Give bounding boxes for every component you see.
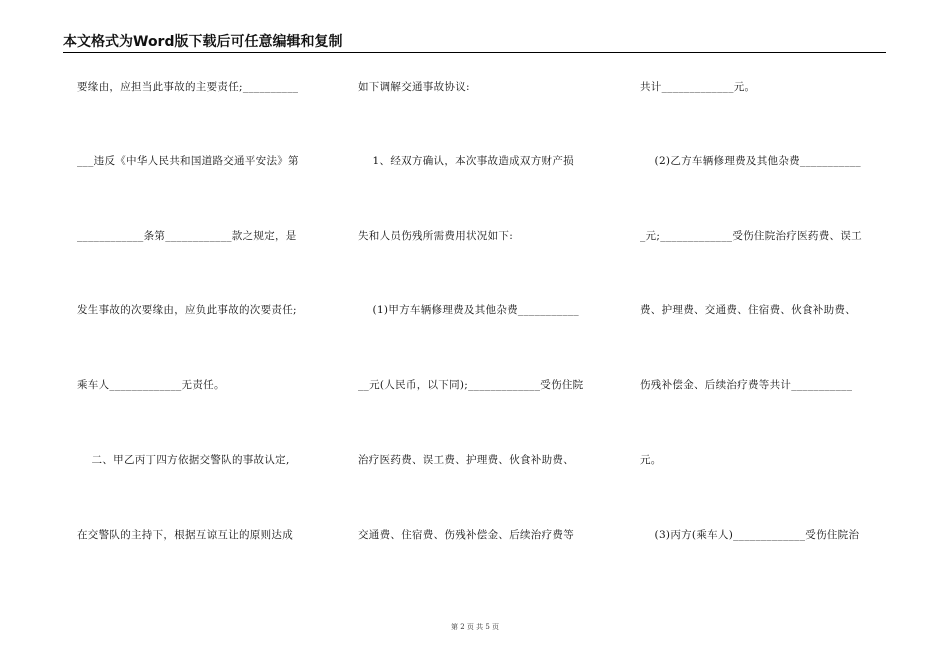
text-line: ___违反《中华人民共和国道路交通平安法》第: [77, 155, 299, 167]
page-header: [63, 34, 886, 53]
text-line: _元;_____________受伤住院治疗医药费、误工: [640, 230, 862, 242]
text-line: 伤残补偿金、后续治疗费等共计___________: [640, 379, 853, 391]
text-line: 交通费、住宿费、伤残补偿金、后续治疗费等: [358, 529, 574, 541]
page-number: 第 2 页 共 5 页: [450, 623, 500, 631]
text-line: 乘车人_____________无责任。: [77, 379, 225, 391]
text-line: 失和人员伤残所需费用状况如下:: [358, 230, 514, 242]
text-line: (1)甲方车辆修理费及其他杂费___________: [358, 304, 579, 316]
text-line: 如下调解交通事故协议:: [358, 81, 470, 93]
text-line: 要缘由，应担当此事故的主要责任;__________: [77, 81, 299, 93]
text-line: 发生事故的次要缘由，应负此事故的次要责任;: [77, 304, 297, 316]
text-line: (2)乙方车辆修理费及其他杂费___________: [640, 155, 861, 167]
text-line: 在交警队的主持下，根据互谅互让的原则达成: [77, 529, 293, 541]
header-title: 本文格式为Word版下载后可任意编辑和复制: [63, 34, 343, 50]
text-line: 治疗医药费、误工费、护理费、伙食补助费、: [358, 454, 574, 466]
text-line: __元(人民币，以下同);_____________受伤住院: [358, 379, 584, 391]
text-line: 共计_____________元。: [640, 81, 756, 93]
text-line: 1、经双方确认，本次事故造成双方财产损: [358, 155, 574, 167]
text-line: 费、护理费、交通费、住宿费、伙食补助费、: [640, 304, 856, 316]
text-line: ____________条第____________款之规定，是: [77, 230, 297, 242]
text-line: 二、甲乙丙丁四方依据交警队的事故认定,: [77, 454, 290, 466]
text-line: (3)丙方(乘车人)_____________受伤住院治: [640, 529, 860, 541]
text-line: 元。: [640, 454, 662, 466]
